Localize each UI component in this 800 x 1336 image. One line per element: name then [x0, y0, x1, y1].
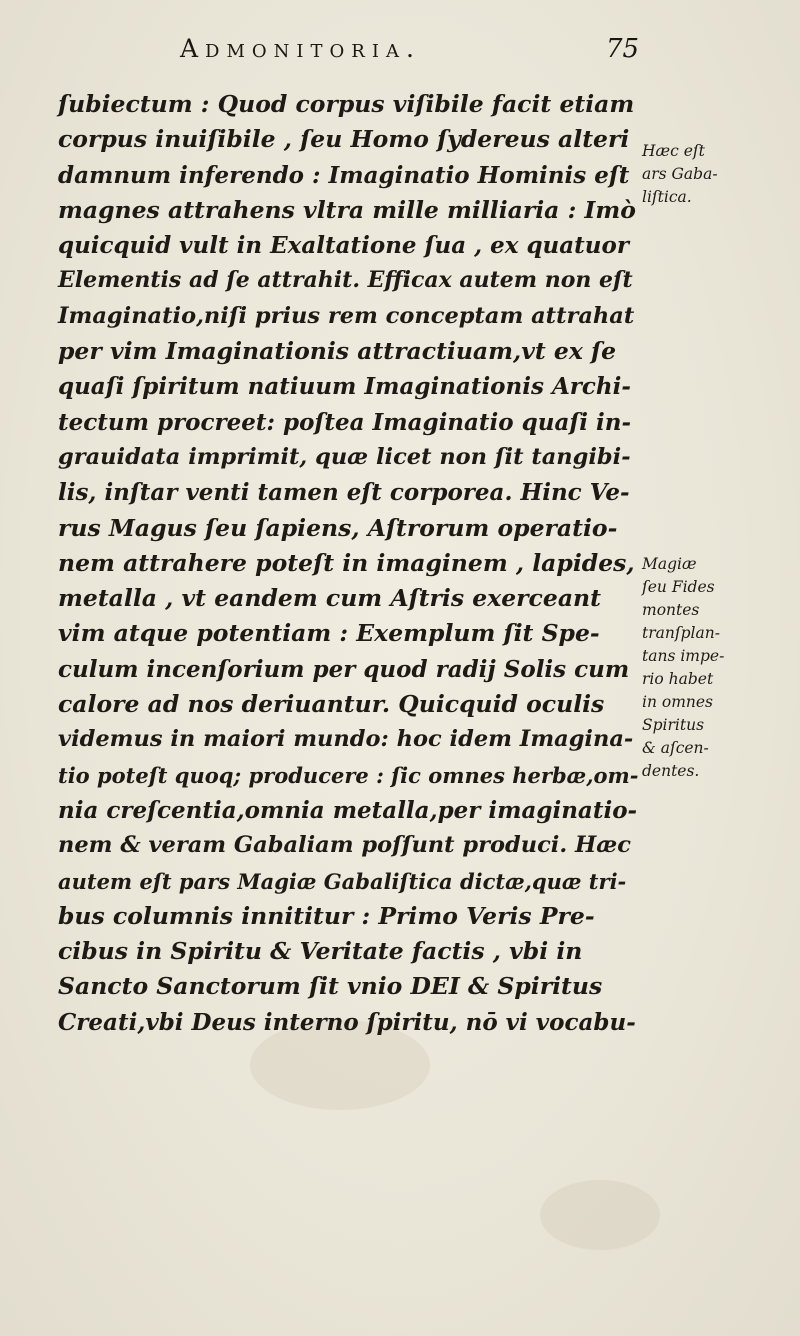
marginal-note-line: ars Gaba- — [642, 165, 718, 183]
marginal-note-line: tans impe- — [642, 647, 725, 665]
text-line: videmus in maiori mundo: hoc idem Imagina- — [58, 726, 634, 753]
marginal-note-line: ſeu Fides — [642, 578, 715, 596]
text-line: Sancto Sanctorum ſit vnio DEI & Spiritus — [58, 972, 603, 1001]
text-line: magnes attrahens vltra mille milliaria : Imò — [58, 195, 636, 224]
text-line: nem attrahere poteſt in imaginem , lapides, — [58, 548, 635, 577]
text-line: corpus inuiſibile , ſeu Homo ſydereus alteri — [58, 125, 630, 154]
main-text-block — [58, 87, 638, 1040]
marginal-note-line: Spiritus — [642, 716, 705, 734]
text-line: calore ad nos deriuantur. Quicquid oculis — [58, 690, 605, 719]
text-line: Elementis ad ſe attrahit. Efficax autem non eſt — [58, 267, 633, 294]
marginal-note-line: Magiæ — [642, 555, 697, 573]
text-line: ſubiectum : Quod corpus viſibile facit etiam — [58, 90, 635, 118]
text-line: bus columnis innititur : Primo Veris Pre- — [58, 901, 595, 930]
text-line: damnum inferendo : Imaginatio Hominis eſt — [58, 161, 630, 189]
text-line: autem eſt pars Magiæ Gabaliſtica dictæ,quæ tri- — [58, 868, 627, 894]
text-line: vim atque potentiam : Exemplum ſit Spe- — [58, 619, 600, 648]
text-line: tectum procreet: poſtea Imaginatio quaſi in- — [58, 408, 631, 436]
text-line: Imaginatio,niſi prius rem conceptam attrahat — [58, 302, 635, 329]
marginal-note-line: liſtica. — [642, 188, 692, 206]
marginal-note-line: & aſcen- — [642, 739, 709, 757]
marginal-note-line: rio habet — [642, 670, 714, 688]
marginal-note-line: Hæc eſt — [642, 142, 705, 160]
marginal-note-line: in omnes — [642, 693, 714, 711]
paper-stain — [540, 1180, 660, 1250]
text-line: quicquid vult in Exaltatione ſua , ex quatuor — [58, 232, 629, 260]
marginal-note-2 — [642, 553, 782, 783]
running-head — [0, 34, 800, 74]
text-line: rus Magus ſeu ſapiens, Aſtrorum operatio- — [58, 513, 618, 542]
running-head-title: Admonitoria. — [180, 34, 421, 63]
marginal-note-1 — [642, 140, 782, 209]
text-line: Creati,vbi Deus interno ſpiritu, nō vi vocabu- — [58, 1008, 636, 1036]
text-line: tio poteſt quoq; producere : ſic omnes herbæ,om- — [58, 762, 639, 788]
text-line: cibus in Spiritu & Veritate factis , vbi in — [58, 937, 583, 966]
text-line: nia creſcentia,omnia metalla,per imaginatio- — [58, 796, 638, 824]
text-line: culum incenſorium per quod radij Solis cum — [58, 655, 630, 683]
marginal-note-line: dentes. — [642, 762, 700, 780]
text-line: lis, inſtar venti tamen eſt corporea. Hinc Ve- — [58, 479, 630, 507]
marginal-note-line: tranſplan- — [642, 624, 720, 642]
text-line: nem & veram Gabaliam poſſunt produci. Hæc — [58, 832, 631, 859]
text-line: metalla , vt eandem cum Aſtris exerceant — [58, 584, 601, 613]
text-line: grauidata imprimit, quæ licet non ſit tangibi- — [58, 443, 631, 470]
page-number: 75 — [606, 34, 640, 64]
text-line: quaſi ſpiritum natiuum Imaginationis Archi- — [58, 373, 631, 401]
marginal-note-line: montes — [642, 601, 700, 619]
text-line: per vim Imaginationis attractiuam,vt ex ſe — [58, 337, 617, 366]
